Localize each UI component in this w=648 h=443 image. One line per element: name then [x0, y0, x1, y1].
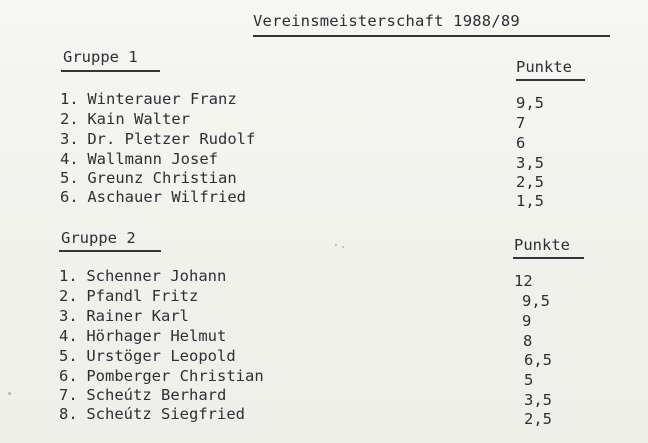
group-2-row-8-name: [59, 405, 245, 423]
group-1-row-4-rank: 4.: [60, 150, 79, 168]
group-2-row-7-player: Scheútz Berhard: [86, 386, 227, 404]
group-2-row-4-rank: 4.: [59, 327, 78, 345]
document-title: Vereinsmeisterschaft 1988/89: [253, 12, 520, 30]
group-2-row-5-rank: 5.: [59, 347, 78, 365]
group-1-row-1-points: 9,5: [516, 94, 544, 112]
group-2-row-6-points: 5: [524, 371, 534, 389]
group-1-row-6-points: 1,5: [516, 192, 544, 210]
group-1-row-5-name: [60, 169, 237, 187]
group-2-heading: Gruppe 2: [61, 229, 136, 247]
group-2-row-8-rank: 8.: [59, 405, 78, 423]
group-1-row-1-rank: 1.: [60, 90, 79, 108]
paper-speck: [8, 392, 11, 395]
group-1-row-3-rank: 3.: [60, 130, 79, 148]
group-1-row-4-points: 3,5: [516, 154, 544, 172]
group-1-heading: Gruppe 1: [63, 48, 138, 66]
group-2-row-5-name: [59, 347, 236, 365]
group-1-row-2-rank: 2.: [60, 110, 79, 128]
group-1-points-heading: Punkte: [516, 58, 572, 76]
group-2-row-8-points: 2,5: [524, 410, 552, 428]
group-1-row-3-player: Dr. Pletzer Rudolf: [87, 130, 256, 148]
group-2-row-7-rank: 7.: [59, 386, 78, 404]
group-2-row-5-points: 6,5: [524, 351, 552, 369]
group-2-heading-underline: [59, 250, 161, 252]
paper-speck: [342, 246, 344, 248]
group-2-row-3-rank: 3.: [59, 307, 78, 325]
group-2-row-1-name: [59, 267, 226, 285]
group-1-row-1-name: [60, 90, 237, 108]
group-1-row-6-rank: 6.: [60, 188, 79, 206]
group-1-row-5-rank: 5.: [60, 169, 79, 187]
group-2-row-7-name: [59, 386, 226, 404]
group-1-row-5-points: 2,5: [516, 173, 544, 191]
group-2-row-4-points: 8: [523, 332, 533, 350]
group-1-row-4-player: Wallmann Josef: [87, 150, 218, 168]
group-1-points-underline: [516, 79, 585, 81]
group-2-row-6-player: Pomberger Christian: [86, 367, 264, 385]
group-2-points-underline: [513, 257, 584, 259]
group-2-row-4-player: Hörhager Helmut: [86, 327, 227, 345]
group-2-row-3-points: 9: [522, 312, 532, 330]
group-2-row-2-player: Pfandl Fritz: [86, 287, 199, 305]
group-1-row-2-points: 7: [516, 114, 526, 132]
group-2-row-7-points: 3,5: [524, 391, 552, 409]
group-1-row-1-player: Winterauer Franz: [87, 90, 237, 108]
group-1-row-2-player: Kain Walter: [87, 110, 190, 128]
group-1-row-5-player: Greunz Christian: [87, 169, 237, 187]
group-2-row-5-player: Urstöger Leopold: [86, 347, 236, 365]
paper-speck: [335, 244, 337, 246]
group-1-row-6-name: [60, 188, 246, 206]
group-2-row-2-points: 9,5: [522, 292, 550, 310]
group-2-row-4-name: [59, 327, 226, 345]
group-2-row-3-name: [59, 307, 189, 325]
group-1-row-6-player: Aschauer Wilfried: [87, 188, 246, 206]
group-1-row-3-points: 6: [516, 134, 526, 152]
group-2-points-heading: Punkte: [514, 236, 570, 254]
group-2-row-1-points: 12: [514, 272, 533, 290]
title-underline: [253, 35, 610, 37]
group-2-row-6-rank: 6.: [59, 367, 78, 385]
group-1-row-2-name: [60, 110, 190, 128]
group-2-row-3-player: Rainer Karl: [86, 307, 189, 325]
group-2-row-1-player: Schenner Johann: [86, 267, 227, 285]
group-1-row-3-name: [60, 130, 255, 148]
group-2-row-2-rank: 2.: [59, 287, 78, 305]
group-2-row-1-rank: 1.: [59, 267, 78, 285]
group-2-row-8-player: Scheútz Siegfried: [86, 405, 245, 423]
group-1-row-4-name: [60, 150, 218, 168]
group-2-row-2-name: [59, 287, 198, 305]
group-1-heading-underline: [61, 70, 160, 72]
group-2-row-6-name: [59, 367, 264, 385]
